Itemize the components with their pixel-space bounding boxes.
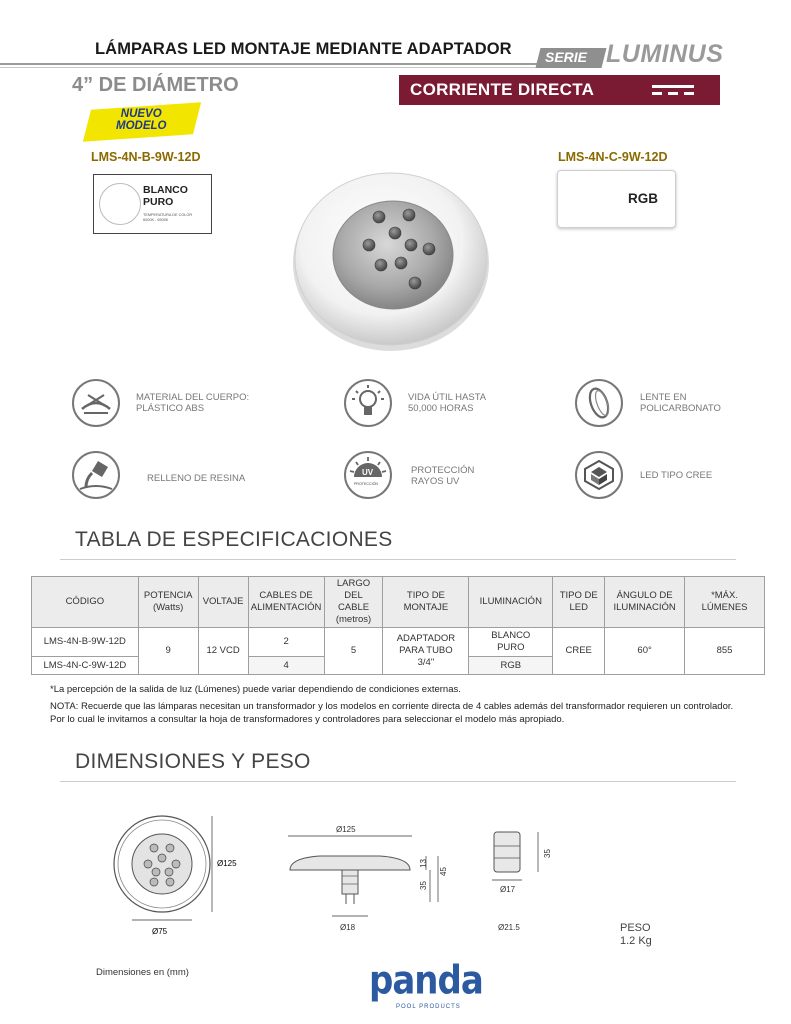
- header-montaje-l1: TIPO DE: [406, 590, 445, 601]
- table-row: [32, 628, 765, 657]
- direct-current-icon: [652, 85, 694, 95]
- feature-uv-line-2: RAYOS UV: [411, 476, 460, 487]
- header-angulo: [605, 577, 685, 628]
- adapter-drawing: [480, 828, 570, 938]
- header-codigo-text: CÓDIGO: [65, 596, 105, 607]
- rgb-color-icon: [563, 176, 619, 224]
- transformer-note: NOTA: Recuerde que las lámparas necesitan un transformador y los modelos en corriente directa de 4 cables además del transformador requieren un controlador. Por lo cual le invitamos a consultar la hoja de transformadores y controladores para seleccionar el modelo más apropiado.: [50, 701, 734, 725]
- feature-life-line-1: VIDA ÚTIL HASTA: [408, 392, 487, 403]
- header-cables-l1: CABLES DE: [259, 590, 313, 601]
- feature-uv-text: [411, 465, 474, 487]
- cell-angle: 60°: [605, 628, 685, 675]
- weight-value: 1.2 Kg: [620, 935, 652, 947]
- dim-adapter-d1: Ø17: [500, 885, 516, 894]
- serie-tag: SERIE: [545, 49, 588, 65]
- cell-cables-1: 2: [248, 628, 324, 657]
- feature-lens-line-1: LENTE EN: [640, 392, 687, 403]
- weight-label: PESO: [620, 922, 651, 934]
- lamp-product-image: [291, 165, 491, 355]
- cell-illum-1: [469, 628, 553, 657]
- header-largo-l2: CABLE: [337, 602, 370, 613]
- uv-icon-subtext: PROTECCIÓN: [354, 482, 378, 486]
- header-lumenes-l2: LÚMENES: [701, 602, 748, 613]
- dim-side-h3: 35: [419, 881, 428, 890]
- header-angulo-l1: ÁNGULO DE: [616, 590, 673, 601]
- feature-lens-text: [640, 392, 721, 414]
- dim-adapter-d2: Ø21.5: [498, 923, 520, 932]
- model-code-white: LMS-4N-B-9W-12D: [91, 150, 201, 164]
- header-lumenes: [685, 577, 765, 628]
- dim-adapter-height: 35: [543, 849, 552, 858]
- dim-side-h1: 13: [419, 859, 428, 868]
- white-light-circle-icon: [99, 183, 141, 225]
- header-iluminacion-text: ILUMINACIÓN: [479, 596, 542, 607]
- header-tipo-led-l1: TIPO DE: [559, 590, 598, 601]
- badge-line-2: MODELO: [116, 120, 167, 132]
- header-iluminacion: [469, 577, 553, 628]
- cell-illum-2: RGB: [469, 657, 553, 675]
- feature-cree-text: LED TIPO CREE: [640, 470, 713, 481]
- header-cables-l2: ALIMENTACIÓN: [250, 602, 322, 613]
- cell-code-1: LMS-4N-B-9W-12D: [32, 628, 139, 657]
- cell-illum-1-l2: PURO: [497, 642, 525, 653]
- bulb-life-icon: [344, 379, 392, 427]
- header-voltaje-text: VOLTAJE: [202, 596, 244, 607]
- cell-mount-l1: ADAPTADOR: [396, 633, 456, 644]
- dim-side-h2: 45: [439, 867, 448, 876]
- header-cables: [248, 577, 324, 628]
- feature-resin-text: RELLENO DE RESINA: [147, 473, 246, 484]
- header-lumenes-l1: *MÁX.: [711, 590, 738, 601]
- cell-cable-length: 5: [324, 628, 383, 675]
- front-view-drawing: [96, 812, 246, 942]
- side-view-drawing: [280, 820, 450, 935]
- new-model-badge-text: [116, 108, 166, 132]
- uv-icon-text: UV: [362, 468, 374, 477]
- feature-material-line-2: PLÁSTICO ABS: [136, 403, 205, 414]
- cell-illum-1-l1: BLANCO: [491, 630, 531, 641]
- white-label-line-1: BLANCO: [143, 184, 188, 196]
- feature-material-line-1: MATERIAL DEL CUERPO:: [136, 392, 250, 403]
- header-potencia: [138, 577, 198, 628]
- dim-side-diameter: Ø18: [340, 923, 356, 932]
- lumens-footnote: *La percepción de la salida de luz (Lúmenes) puede variar dependiendo de condiciones externas.: [50, 684, 461, 695]
- header-angulo-l2: ILUMINACIÓN: [613, 602, 676, 613]
- model-code-rgb: LMS-4N-C-9W-12D: [558, 150, 668, 164]
- feature-lens-line-2: POLICARBONATO: [640, 403, 721, 414]
- white-light-label: [143, 184, 188, 208]
- header-potencia-l1: POTENCIA: [143, 590, 193, 601]
- lens-icon: [575, 379, 623, 427]
- dimensions-title: DIMENSIONES Y PESO: [75, 750, 311, 773]
- header-codigo: [32, 577, 139, 628]
- dim-side-width: Ø125: [336, 825, 356, 834]
- cell-lumens: 855: [685, 628, 765, 675]
- header-divider: [0, 63, 540, 65]
- cell-power: 9: [138, 628, 198, 675]
- brand-subtitle: POOL PRODUCTS: [396, 1004, 461, 1010]
- feature-life-line-2: 50,000 HORAS: [408, 403, 474, 414]
- dim-front-outer: Ø125: [217, 859, 237, 868]
- header-voltaje: [198, 577, 248, 628]
- brand-logo: panda: [369, 958, 483, 1004]
- resin-fill-icon: [72, 451, 120, 499]
- color-temp-line-1: TEMPERATURA DE COLOR: [143, 213, 193, 217]
- series-name: LUMINUS: [606, 40, 724, 68]
- units-note: Dimensiones en (mm): [96, 967, 189, 978]
- uv-protection-icon: [344, 451, 392, 499]
- diameter-heading: 4” DE DIÁMETRO: [72, 74, 239, 96]
- weight-block: [620, 922, 652, 948]
- header-largo-l1: LARGO DEL: [336, 578, 371, 601]
- header-potencia-l2: (Watts): [153, 602, 184, 613]
- cell-mount: [383, 628, 469, 675]
- header-largo-l3: (metros): [335, 614, 372, 625]
- current-type-label: CORRIENTE DIRECTA: [410, 80, 595, 99]
- cree-led-icon: [575, 451, 623, 499]
- feature-material-text: [136, 392, 249, 414]
- feature-uv-line-1: PROTECCIÓN: [411, 465, 475, 476]
- body-material-icon: [72, 379, 120, 427]
- cell-led-type: CREE: [553, 628, 605, 675]
- cell-code-2: LMS-4N-C-9W-12D: [32, 657, 139, 675]
- spec-table: [31, 576, 765, 675]
- header-divider-thin: [0, 67, 540, 68]
- dimensions-title-divider: [60, 781, 736, 782]
- badge-line-1: NUEVO: [120, 108, 162, 120]
- cell-mount-l3: 3/4": [417, 657, 435, 668]
- rgb-label: RGB: [628, 191, 658, 206]
- header-tipo-led-l2: LED: [569, 602, 588, 613]
- cell-cables-2: 4: [248, 657, 324, 675]
- spec-title-divider: [60, 559, 736, 560]
- header-tipo-led: [553, 577, 605, 628]
- cell-mount-l2: PARA TUBO: [399, 645, 453, 656]
- header-largo: [324, 577, 383, 628]
- feature-life-text: [408, 392, 486, 414]
- spec-table-title: TABLA DE ESPECIFICACIONES: [75, 528, 393, 551]
- spec-header-row: [32, 577, 765, 628]
- color-temp-line-2: 6000K - 6500K: [143, 218, 169, 222]
- color-temperature-note: [143, 213, 209, 223]
- document-title: LÁMPARAS LED MONTAJE MEDIANTE ADAPTADOR: [95, 40, 512, 58]
- header-montaje: [383, 577, 469, 628]
- cell-voltage: 12 VCD: [198, 628, 248, 675]
- header-montaje-l2: MONTAJE: [403, 602, 449, 613]
- dim-front-inner: Ø75: [152, 927, 168, 936]
- white-label-line-2: PURO: [143, 196, 174, 208]
